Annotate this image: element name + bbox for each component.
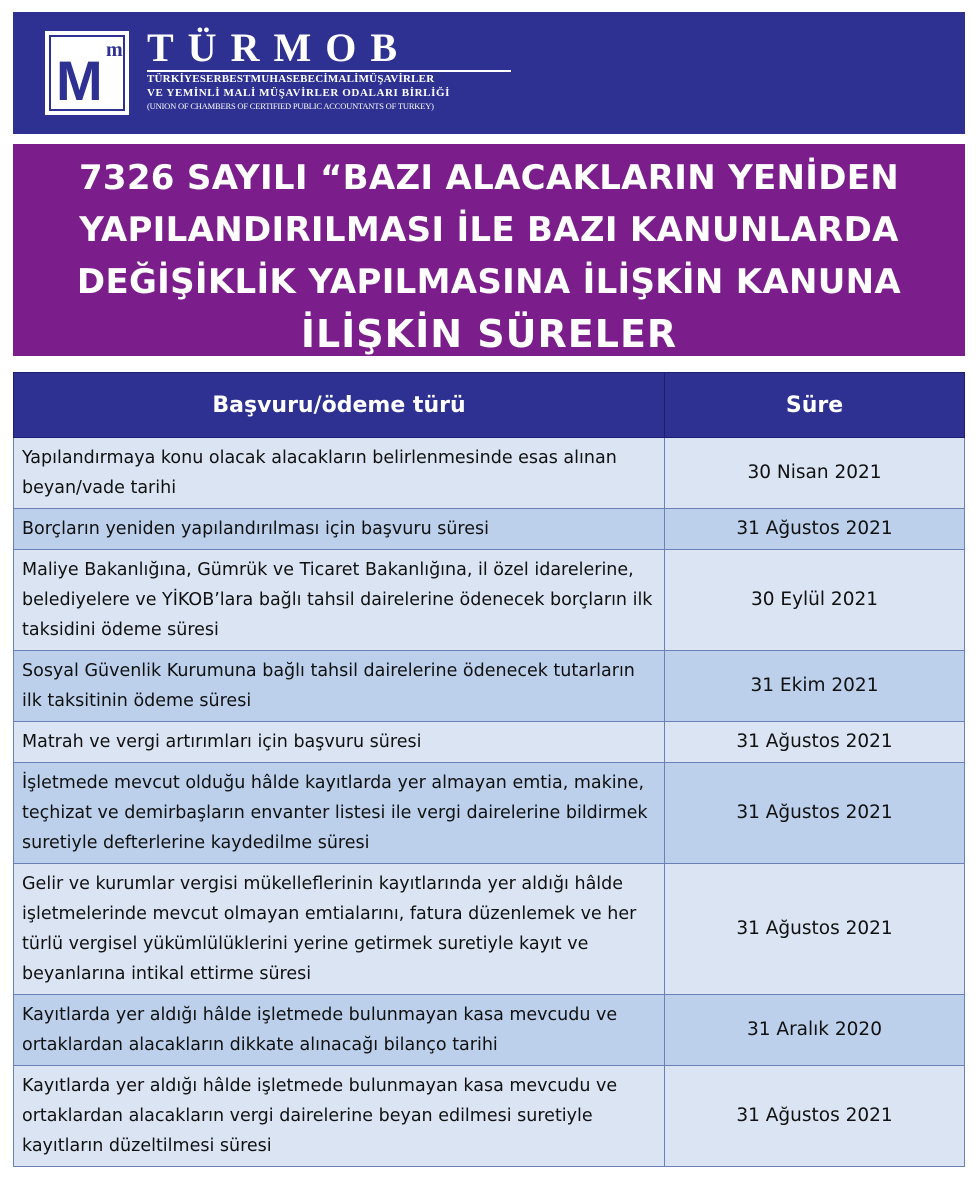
table-row bbox=[14, 763, 965, 864]
row-date: 31 Ağustos 2021 bbox=[665, 1066, 965, 1167]
row-date: 31 Ekim 2021 bbox=[665, 651, 965, 722]
turmob-logo bbox=[43, 29, 131, 117]
table-row bbox=[14, 995, 965, 1066]
org-name-line1: TÜRKİYESERBESTMUHASEBECİMALİMÜŞAVİRLER bbox=[147, 73, 435, 85]
row-type: Gelir ve kurumlar vergisi mükelleflerinin kayıtlarında yer aldığı hâlde işletmelerinde mevcut olmayan emtialarını, fatura düzenlemek ve her türlü vergisel yükümlülüklerini yerine getirmek suretiyle kayıt ve beyanlarına intikal ettirme süresi bbox=[14, 864, 665, 995]
brand-name: TÜRMOB bbox=[147, 25, 411, 70]
logo-frame bbox=[49, 35, 125, 111]
row-date: 31 Ağustos 2021 bbox=[665, 864, 965, 995]
row-type: Kayıtlarda yer aldığı hâlde işletmede bulunmayan kasa mevcudu ve ortaklardan alacakların vergi dairelerine beyan edilmesi suretiyle kayıtların düzeltilmesi süresi bbox=[14, 1066, 665, 1167]
row-date: 31 Ağustos 2021 bbox=[665, 509, 965, 550]
org-name-english: (UNION OF CHAMBERS OF CERTIFIED PUBLIC ACCOUNTANTS OF TURKEY) bbox=[147, 101, 434, 111]
title-line-2: YAPILANDIRILMASI İLE BAZI KANUNLARDA bbox=[79, 210, 899, 250]
table-header-row bbox=[14, 373, 965, 438]
row-type: İşletmede mevcut olduğu hâlde kayıtlarda yer almayan emtia, makine, teçhizat ve demirbaşların envanter listesi ile vergi dairelerine bildirmek suretiyle defterlerine kaydedilme süresi bbox=[14, 763, 665, 864]
title-line-1: 7326 SAYILI “BAZI ALACAKLARIN YENİDEN bbox=[78, 158, 900, 198]
org-name-line2: VE YEMİNLİ MALİ MÜŞAVİRLER ODALARI BİRLİĞİ bbox=[147, 87, 450, 99]
table-row bbox=[14, 1066, 965, 1167]
logo-superscript: m bbox=[106, 39, 123, 61]
row-date: 31 Ağustos 2021 bbox=[665, 763, 965, 864]
brand-divider bbox=[147, 70, 511, 72]
row-type: Matrah ve vergi artırımları için başvuru süresi bbox=[14, 722, 665, 763]
deadlines-table bbox=[13, 372, 965, 1167]
row-type: Sosyal Güvenlik Kurumuna bağlı tahsil dairelerine ödenecek tutarların ilk taksitinin ödeme süresi bbox=[14, 651, 665, 722]
table-row bbox=[14, 651, 965, 722]
header-application-type: Başvuru/ödeme türü bbox=[14, 373, 665, 438]
header-banner bbox=[13, 12, 965, 134]
logo-letter: M bbox=[56, 49, 101, 112]
title-line-3: DEĞİŞİKLİK YAPILMASINA İLİŞKİN KANUNA bbox=[76, 262, 902, 302]
table-row bbox=[14, 722, 965, 763]
row-type: Yapılandırmaya konu olacak alacakların belirlenmesinde esas alınan beyan/vade tarihi bbox=[14, 438, 665, 509]
header-deadline: Süre bbox=[665, 373, 965, 438]
title-line-4: İLİŞKİN SÜRELER bbox=[300, 312, 678, 356]
row-type: Borçların yeniden yapılandırılması için başvuru süresi bbox=[14, 509, 665, 550]
row-date: 31 Aralık 2020 bbox=[665, 995, 965, 1066]
table-row bbox=[14, 864, 965, 995]
row-date: 30 Nisan 2021 bbox=[665, 438, 965, 509]
row-date: 30 Eylül 2021 bbox=[665, 550, 965, 651]
row-type: Kayıtlarda yer aldığı hâlde işletmede bulunmayan kasa mevcudu ve ortaklardan alacakların dikkate alınacağı bilanço tarihi bbox=[14, 995, 665, 1066]
table-row bbox=[14, 438, 965, 509]
row-date: 31 Ağustos 2021 bbox=[665, 722, 965, 763]
row-type: Maliye Bakanlığına, Gümrük ve Ticaret Bakanlığına, il özel idarelerine, belediyelere ve YİKOB’lara bağlı tahsil dairelerine ödenecek borçların ilk taksidini ödeme süresi bbox=[14, 550, 665, 651]
document-title bbox=[13, 144, 965, 356]
table-row bbox=[14, 550, 965, 651]
table-row bbox=[14, 509, 965, 550]
